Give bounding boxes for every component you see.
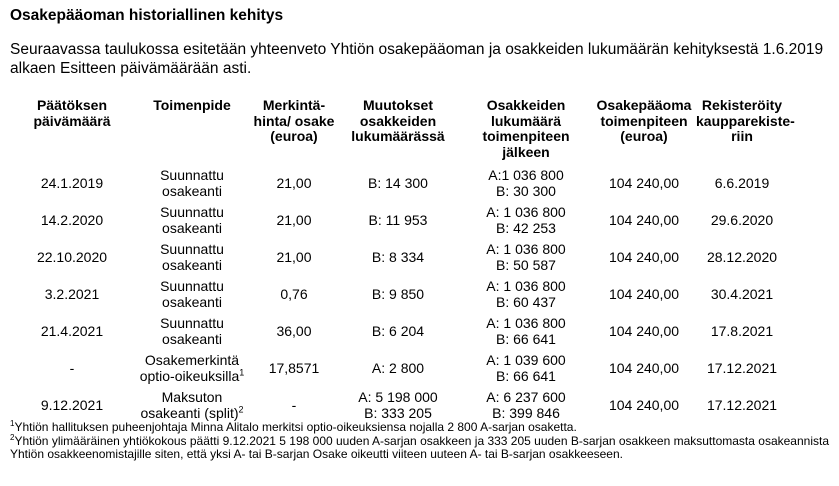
registered-date-cell: 17.8.2021 (710, 322, 774, 339)
subscription-price-cell: 21,00 (276, 174, 312, 191)
decision-date-cell: 21.4.2021 (40, 322, 104, 339)
column-header-line: kaupparekiste- (696, 112, 795, 129)
decision-date-cell: 14.2.2020 (40, 211, 104, 228)
column-header-line: päivämäärä (33, 112, 111, 129)
column-header-line: toimenpiteen (600, 112, 688, 129)
table-row (10, 164, 790, 201)
share-capital-cell: 104 240,00 (608, 285, 680, 302)
column-header-line: hinta/ osake (253, 112, 335, 129)
shares-after-line: A: 1 036 800 (486, 203, 566, 220)
action-cell (134, 312, 250, 349)
shares-after-cell (458, 275, 594, 312)
column-header-line: Muutokset (363, 97, 433, 113)
decision-date-cell: 24.1.2019 (40, 174, 104, 191)
share-change-cell (338, 164, 458, 201)
column-header-line: (euroa) (620, 128, 668, 144)
column-header (338, 98, 458, 164)
share-capital-cell: 104 240,00 (608, 359, 680, 376)
shares-after-line: A: 1 036 800 (486, 277, 566, 294)
table-row (10, 312, 790, 349)
registered-date-cell: 28.12.2020 (706, 248, 778, 265)
subscription-price-cell: 36,00 (276, 322, 312, 339)
share-change-line: A: 5 198 000 (358, 388, 438, 405)
action-cell (134, 164, 250, 201)
share-capital-cell: 104 240,00 (608, 396, 680, 413)
action-line: Suunnattu (160, 314, 224, 331)
registered-date-cell: 6.6.2019 (714, 174, 770, 191)
share-change-cell (338, 349, 458, 386)
column-header-line: riin (731, 128, 753, 144)
share-capital-table (10, 97, 795, 423)
column-header (10, 98, 134, 164)
share-capital-cell: 104 240,00 (608, 322, 680, 339)
footnote-number: 2 (10, 432, 15, 442)
action-line: Maksuton (161, 388, 223, 405)
column-header-line: (euroa) (270, 128, 318, 144)
shares-after-line: A:1 036 800 (488, 166, 564, 183)
action-line: osakeanti (162, 219, 222, 236)
action-cell (134, 386, 250, 423)
shares-after-line: B: 66 641 (496, 367, 556, 384)
column-header (134, 98, 250, 164)
table-row (10, 275, 790, 312)
share-capital-cell: 104 240,00 (608, 211, 680, 228)
action-cell (134, 201, 250, 238)
share-change-line: B: 8 334 (371, 248, 425, 265)
footnote-text: Yhtiön ylimääräinen yhtiökokous päätti 9.12.2021 5 198 000 uuden A-sarjan osakkeen ja 333 205 uuden B-sarjan osakkeen maksuttomasta osakeannista Yhtiön osakkeenomistajille siten, että yksi A- tai B-sarjan Osake oikeutti viiteen uuteen A- tai B-sarjan osakkeeseen. (10, 433, 829, 461)
table-row (10, 386, 790, 423)
share-change-cell (338, 238, 458, 275)
shares-after-line: B: 60 437 (496, 293, 556, 310)
intro-paragraph: Seuraavassa taulukossa esitetään yhteenveto Yhtiön osakepääoman ja osakkeiden lukumäärän kehityksestä 1.6.2019 alkaen Esitteen päivämäärään asti. (10, 41, 824, 77)
action-line: osakeanti (162, 256, 222, 273)
column-header-line: Päätöksen (36, 97, 108, 113)
footnote (10, 432, 830, 462)
page-title: Osakepääoman historiallinen kehitys (10, 7, 284, 24)
action-line: osakeanti (162, 182, 222, 199)
shares-after-cell (458, 164, 594, 201)
action-line: osakeanti (split)$^2$ (140, 403, 244, 421)
shares-after-cell (458, 238, 594, 275)
decision-date-cell: 9.12.2021 (40, 396, 104, 413)
shares-after-cell (458, 201, 594, 238)
table-header-row (10, 98, 790, 164)
column-header-line: osakkeiden (359, 112, 437, 129)
shares-after-line: A: 1 036 800 (486, 240, 566, 257)
subscription-price-cell: 21,00 (276, 248, 312, 265)
share-change-line: B: 14 300 (368, 174, 428, 191)
table-row (10, 238, 790, 275)
shares-after-line: B: 30 300 (496, 182, 556, 199)
action-cell (134, 238, 250, 275)
subscription-price-cell: 0,76 (280, 285, 308, 302)
shares-after-line: A: 1 036 800 (486, 314, 566, 331)
shares-after-line: B: 50 587 (496, 256, 556, 273)
table-row (10, 349, 790, 386)
column-header-line: lukumäärässä (351, 128, 445, 144)
footnote-marker: 2 (238, 403, 244, 414)
share-change-cell (338, 312, 458, 349)
action-line: Osakemerkintä (144, 351, 240, 368)
subscription-price-cell: 17,8571 (268, 359, 320, 376)
column-header (694, 97, 795, 164)
column-header-line: Osakepääoma (596, 97, 692, 113)
column-header (250, 98, 338, 164)
shares-after-line: A: 6 237 600 (486, 388, 566, 405)
column-header-line: Toimenpide (153, 97, 231, 113)
subscription-price-cell: 21,00 (276, 211, 312, 228)
registered-date-cell: 30.4.2021 (710, 285, 774, 302)
column-header (458, 98, 594, 164)
share-change-cell (338, 275, 458, 312)
column-header-line: lukumäärä (490, 112, 562, 129)
registered-date-cell: 17.12.2021 (706, 359, 778, 376)
shares-after-cell (458, 386, 594, 423)
registered-date-cell: 17.12.2021 (706, 396, 778, 413)
action-cell (134, 275, 250, 312)
column-header-line: Osakkeiden (486, 97, 566, 113)
column-header (594, 98, 694, 164)
action-line: osakeanti (162, 330, 222, 347)
table-row (10, 201, 790, 238)
decision-date-cell: 22.10.2020 (36, 248, 108, 265)
share-change-line: A: 2 800 (371, 359, 425, 376)
footnotes (10, 421, 830, 462)
footnote-number: 1 (10, 419, 15, 428)
action-line: osakeanti (162, 293, 222, 310)
table-body (10, 164, 790, 423)
shares-after-line: B: 42 253 (496, 219, 556, 236)
share-change-cell (338, 386, 458, 423)
footnote-marker: 1 (239, 366, 245, 377)
shares-after-cell (458, 312, 594, 349)
decision-date-cell: - (69, 359, 75, 376)
column-header-line: toimenpiteen (482, 128, 570, 144)
subscription-price-cell: - (291, 396, 297, 413)
share-change-line: B: 333 205 (364, 404, 432, 421)
share-change-line: B: 9 850 (371, 285, 425, 302)
share-change-line: B: 6 204 (371, 322, 425, 339)
action-line: Suunnattu (160, 166, 224, 183)
action-line: Suunnattu (160, 240, 224, 257)
decision-date-cell: 3.2.2021 (44, 285, 100, 302)
share-change-line: B: 11 953 (368, 211, 428, 228)
share-change-cell (338, 201, 458, 238)
share-capital-cell: 104 240,00 (608, 174, 680, 191)
shares-after-line: A: 1 039 600 (486, 351, 566, 368)
share-capital-cell: 104 240,00 (608, 248, 680, 265)
action-line: Suunnattu (160, 277, 224, 294)
shares-after-line: B: 66 641 (496, 330, 556, 347)
footnote (10, 421, 830, 435)
column-header-line: jälkeen (502, 143, 550, 160)
shares-after-line: B: 399 846 (492, 404, 560, 421)
action-line: Suunnattu (160, 203, 224, 220)
action-cell (134, 349, 250, 386)
shares-after-cell (458, 349, 594, 386)
column-header-line: Rekisteröity (701, 97, 783, 113)
column-header-line: Merkintä- (262, 97, 326, 113)
registered-date-cell: 29.6.2020 (710, 211, 774, 228)
footnote-text: Yhtiön hallituksen puheenjohtaja Minna Alitalo merkitsi optio-oikeuksiensa nojalla 2 800 A-sarjan osaketta. (14, 420, 577, 434)
action-line: optio-oikeuksilla$^1$ (139, 366, 245, 384)
